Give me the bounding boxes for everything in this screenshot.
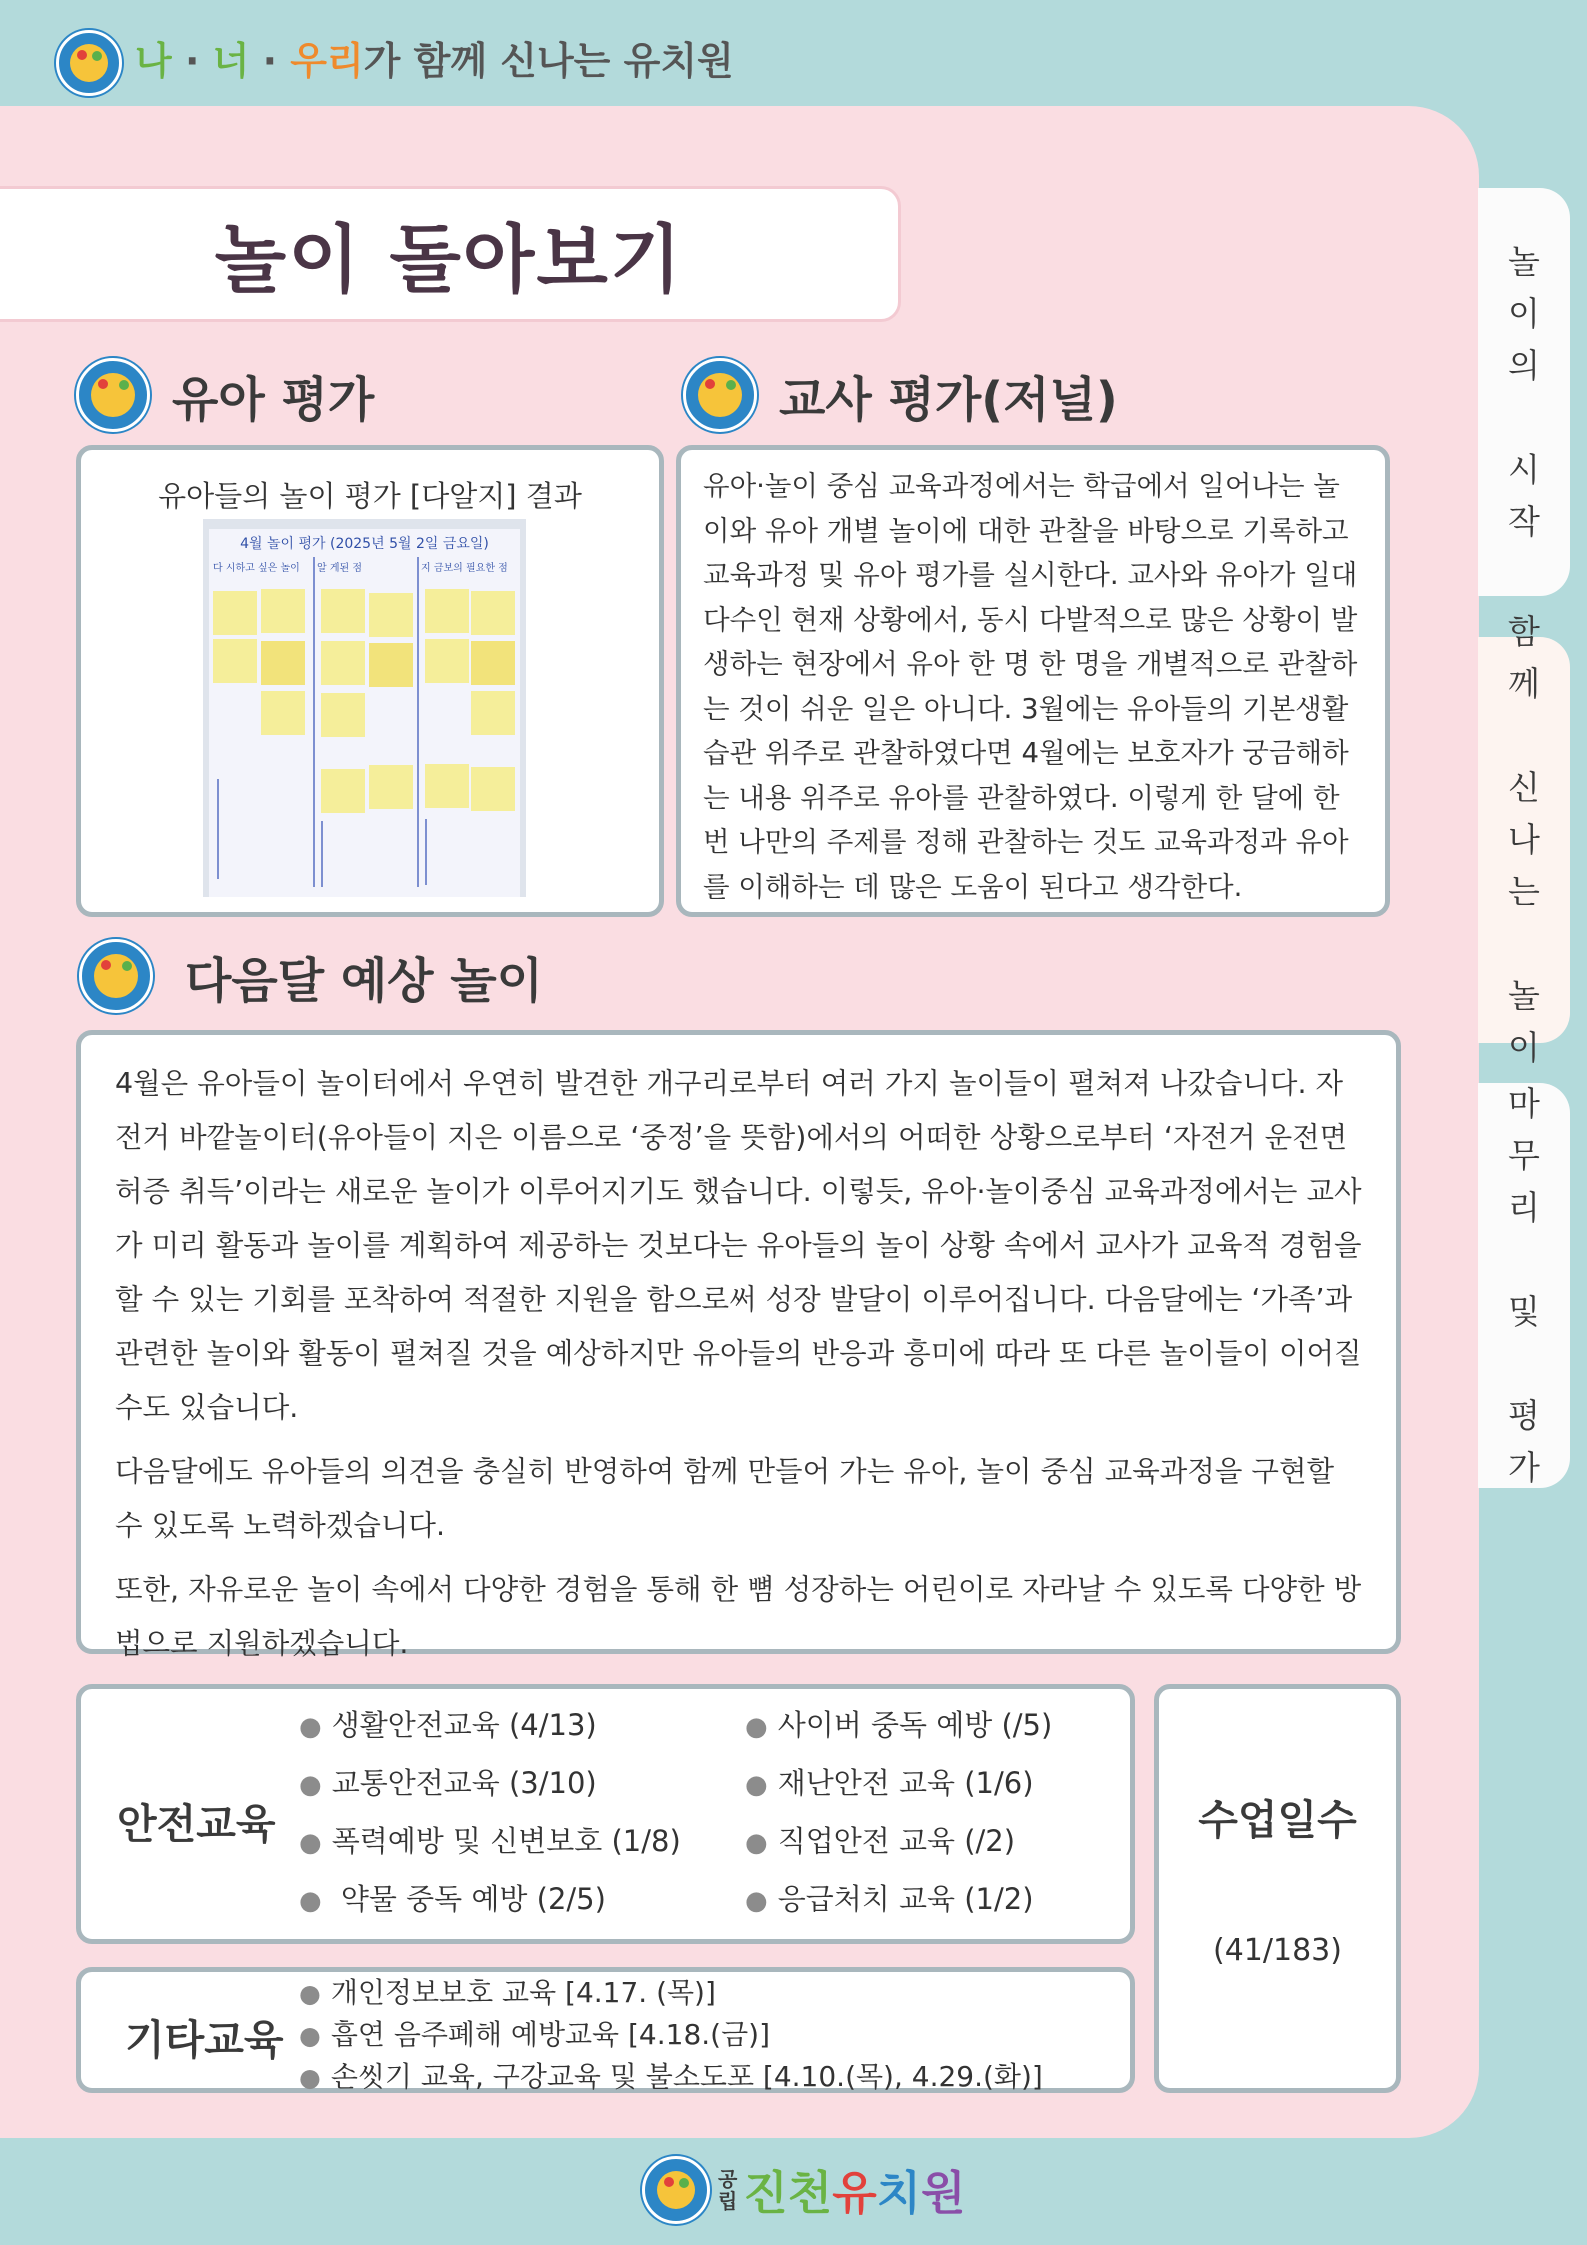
child-eval-header xyxy=(76,358,374,432)
school-days-label: 수업일수 xyxy=(1198,1796,1357,1844)
kindergarten-logo-icon xyxy=(683,358,757,432)
slogan-uri: 우리 xyxy=(290,39,364,83)
tab-char: 놀 xyxy=(1508,242,1540,281)
next-month-text xyxy=(115,1057,1364,1671)
other-education-box xyxy=(76,1967,1135,2093)
tab-char: 나 xyxy=(1508,820,1540,859)
tab-char: 함 xyxy=(1508,612,1540,651)
safety-education-box xyxy=(76,1684,1135,1944)
kindergarten-logo-icon xyxy=(56,30,122,96)
teacher-eval-box xyxy=(676,445,1390,917)
footer-school-name xyxy=(743,2157,965,2223)
next-month-box xyxy=(76,1030,1401,1660)
tab-char: 의 xyxy=(1508,346,1540,385)
side-tab-play[interactable] xyxy=(1478,612,1570,1067)
tab-char: 는 xyxy=(1508,872,1540,911)
next-month-heading: 다음달 예상 놀이 xyxy=(185,952,543,1009)
list-item: ● 교통안전교육 (3/10) xyxy=(299,1755,681,1813)
evaluation-photo xyxy=(203,519,526,897)
footer-name-char: 치 xyxy=(876,2166,922,2220)
child-eval-caption: 유아들의 놀이 평가 [다알지] 결과 xyxy=(158,479,582,513)
tab-char: 리 xyxy=(1508,1187,1540,1227)
slogan-rest: 가 함께 신나는 유치원 xyxy=(363,39,734,83)
tab-char: 작 xyxy=(1508,502,1540,541)
page-header xyxy=(0,0,1587,106)
title-box xyxy=(0,186,901,322)
other-education-label: 기타교육 xyxy=(125,2016,284,2064)
list-item: ● 약물 중독 예방 (2/5) xyxy=(299,1871,681,1929)
list-item: ● 폭력예방 및 신변보호 (1/8) xyxy=(299,1813,681,1871)
list-item: ● 손씻기 교육, 구강교육 및 불소도포 [4.10.(목), 4.29.(화)] xyxy=(299,2056,1043,2098)
tab-char: 시 xyxy=(1508,450,1540,489)
tab-char: 무 xyxy=(1508,1135,1540,1175)
safety-list-right xyxy=(745,1697,1052,1929)
footer-small-char: 립 xyxy=(718,2189,738,2213)
safety-education-label: 안전교육 xyxy=(117,1800,276,1848)
next-month-paragraph: 다음달에도 유아들의 의견을 충실히 반영하여 함께 만들어 가는 유아, 놀이 중심 교육과정을 구현할 수 있도록 노력하겠습니다. xyxy=(115,1455,1335,1542)
slogan-dot: · xyxy=(249,39,291,83)
next-month-paragraph: 또한, 자유로운 놀이 속에서 다양한 경험을 통해 한 뼘 성장하는 어린이로 자라날 수 있도록 다양한 방법으로 지원하겠습니다. xyxy=(115,1573,1362,1660)
slogan-na: 나 xyxy=(135,39,172,83)
side-tab-wrapup[interactable] xyxy=(1478,1083,1570,1488)
slogan xyxy=(135,30,734,85)
safety-list-left xyxy=(299,1697,681,1929)
school-days-value: (41/183) xyxy=(1213,1933,1342,1968)
footer-logo xyxy=(642,2156,966,2224)
teacher-eval-heading: 교사 평가(저널) xyxy=(779,371,1118,428)
kindergarten-logo-icon xyxy=(79,939,153,1013)
kindergarten-logo-icon xyxy=(642,2156,710,2224)
list-item: ● 개인정보보호 교육 [4.17. (목)] xyxy=(299,1972,1043,2014)
tab-char: 평 xyxy=(1508,1395,1540,1435)
footer-small-char: 공 xyxy=(718,2167,738,2191)
slogan-dot: · xyxy=(171,39,213,83)
tab-char: 마 xyxy=(1508,1083,1540,1123)
tab-char: 이 xyxy=(1508,1028,1540,1067)
footer-name-char: 천 xyxy=(787,2166,833,2220)
next-month-paragraph: 4월은 유아들이 놀이터에서 우연히 발견한 개구리로부터 여러 가지 놀이들이 펼쳐져 나갔습니다. 자전거 바깥놀이터(유아들이 지은 이름으로 ‘중정’을 뜻함)에서의 어떠한 상황으로부터 ‘자전거 운전면허증 취득’이라는 새로운 놀이가 이루어지기도 했습니다. 이렇듯, 유아·놀이중심 교육과정에서는 교사가 미리 활동과 놀이를 계획하여 제공하는 것보다는 유아들의 놀이 상황 속에서 교사가 교육적 경험을 할 수 있는 기회를 포착하여 적절한 지원을 함으로써 성장 발달이 이루어집니다. 다음달에는 ‘가족’과 관련한 놀이와 활동이 펼쳐질 것을 예상하지만 유아들의 반응과 흥미에 따라 또 다른 놀이들이 이어질 수도 있습니다. xyxy=(115,1067,1362,1424)
list-item: ● 재난안전 교육 (1/6) xyxy=(745,1755,1052,1813)
page-title: 놀이 돌아보기 xyxy=(214,217,684,303)
kindergarten-logo-icon xyxy=(76,358,150,432)
poster-column-label: 지 금보의 필요한 점 xyxy=(421,563,508,574)
poster-column-label: 다 시하고 싶은 놀이 xyxy=(213,563,300,574)
list-item: ● 사이버 중독 예방 (/5) xyxy=(745,1697,1052,1755)
footer-public-label xyxy=(718,2168,737,2212)
tab-char: 신 xyxy=(1508,768,1540,807)
tab-char: 께 xyxy=(1508,664,1540,703)
footer-name-char: 유 xyxy=(832,2166,877,2220)
other-education-list xyxy=(299,1972,1043,2098)
tab-char: 놀 xyxy=(1508,976,1540,1015)
school-days-box xyxy=(1154,1684,1401,2093)
list-item: ● 응급처치 교육 (1/2) xyxy=(745,1871,1052,1929)
tab-char: 및 xyxy=(1508,1291,1540,1331)
list-item: ● 흡연 음주폐해 예방교육 [4.18.(금)] xyxy=(299,2014,1043,2056)
teacher-eval-header xyxy=(683,358,1118,432)
poster-sheet xyxy=(209,529,520,897)
next-month-header xyxy=(79,939,543,1013)
list-item: ● 직업안전 교육 (/2) xyxy=(745,1813,1052,1871)
footer-name-char: 원 xyxy=(921,2166,966,2220)
footer-name-char: 진 xyxy=(743,2166,788,2220)
teacher-eval-text: 유아·놀이 중심 교육과정에서는 학급에서 일어나는 놀이와 유아 개별 놀이에 대한 관찰을 바탕으로 기록하고 교육과정 및 유아 평가를 실시한다. 교사와 유아가 일대 다수인 현재 상황에서, 동시 다발적으로 많은 상황이 발생하는 현장에서 유아 한 명 한 명을 개별적으로 관찰하는 것이 쉬운 일은 아니다. 3월에는 유아들의 기본생활습관 위주로 관찰하였다면 4월에는 보호자가 궁금해하는 내용 위주로 유아를 관찰하였다. 이렇게 한 달에 한 번 나만의 주제를 정해 관찰하는 것도 교육과정과 유아를 이해하는 데 많은 도움이 된다고 생각한다. xyxy=(703,470,1358,903)
tab-char: 이 xyxy=(1508,294,1540,333)
tab-char: 가 xyxy=(1508,1447,1540,1487)
side-tab-start[interactable] xyxy=(1478,188,1570,596)
poster-column-label: 알 게된 점 xyxy=(317,563,362,574)
slogan-neo: 너 xyxy=(212,39,250,83)
poster-title: 4월 놀이 평가 (2025년 5월 2일 금요일) xyxy=(240,536,489,552)
child-eval-heading: 유아 평가 xyxy=(172,371,375,428)
list-item: ● 생활안전교육 (4/13) xyxy=(299,1697,681,1755)
